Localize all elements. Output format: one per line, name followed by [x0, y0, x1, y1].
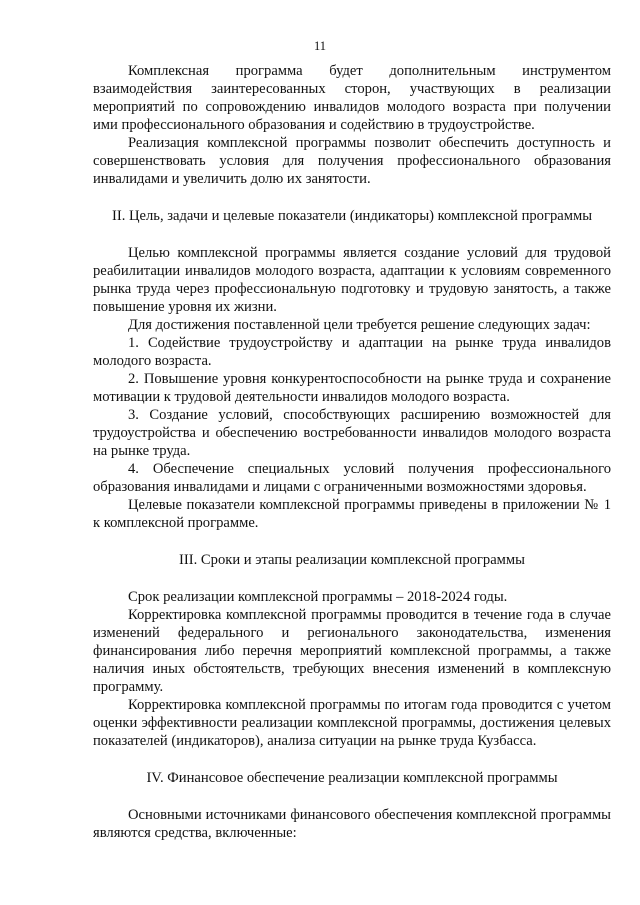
intro-paragraph: Комплексная программа будет дополнительным инструментом взаимодействия заинтересованных сторон, участвующих в реализации мероприятий по сопровождению инвалидов молодого возраста при получении ими профессионального образования и содействию в трудоустройстве. [93, 63, 611, 133]
section-heading-goals: II. Цель, задачи и целевые показатели (индикаторы) комплексной программы [111, 208, 593, 224]
task-item: 4. Обеспечение специальных условий получения профессионального образования инвалидами и лицами с ограниченными возможностями здоровья. [93, 461, 611, 495]
task-item: 1. Содействие трудоустройству и адаптации на рынке труда инвалидов молодого возраста. [93, 335, 611, 369]
section3-paragraph: Срок реализации комплексной программы – 2018-2024 годы. [128, 589, 508, 605]
section2-paragraph: Для достижения поставленной цели требуется решение следующих задач: [128, 317, 591, 333]
task-item: 3. Создание условий, способствующих расширению возможностей для трудоустройства и обеспечению востребованности инвалидов молодого возраста на рынке труда. [93, 407, 611, 459]
section-heading-financing: IV. Финансовое обеспечение реализации комплексной программы [146, 770, 558, 786]
page-number: 11 [313, 39, 327, 53]
task-item: 2. Повышение уровня конкурентоспособности на рынке труда и сохранение мотивации к трудовой деятельности инвалидов молодого возраста. [93, 371, 611, 405]
section4-paragraph: Основными источниками финансового обеспечения комплексной программы являются средства, включенные: [93, 807, 611, 841]
section2-paragraph: Целью комплексной программы является создание условий для трудовой реабилитации инвалидов молодого возраста, адаптации к условиям современного рынка труда через профессиональную подготовку и трудовую занятость, а также повышение уровня их жизни. [93, 245, 611, 315]
intro-paragraph: Реализация комплексной программы позволит обеспечить доступность и совершенствовать условия для получения профессионального образования инвалидами и увеличить долю их занятости. [93, 135, 611, 187]
section2-paragraph: Целевые показатели комплексной программы приведены в приложении № 1 к комплексной программе. [93, 497, 611, 531]
section-heading-timeline: III. Сроки и этапы реализации комплексной программы [179, 552, 525, 568]
section3-paragraph: Корректировка комплексной программы проводится в течение года в случае изменений федерального и регионального законодательства, изменения финансирования либо перечня мероприятий комплексной программы, а также наличия иных обстоятельств, требующих внесения изменений в комплексную программу. [93, 607, 611, 695]
document-body [93, 62, 611, 842]
section3-paragraph: Корректировка комплексной программы по итогам года проводится с учетом оценки эффективности реализации комплексной программы, достижения целевых показателей (индикаторов), анализа ситуации на рынке труда Кузбасса. [93, 697, 611, 749]
